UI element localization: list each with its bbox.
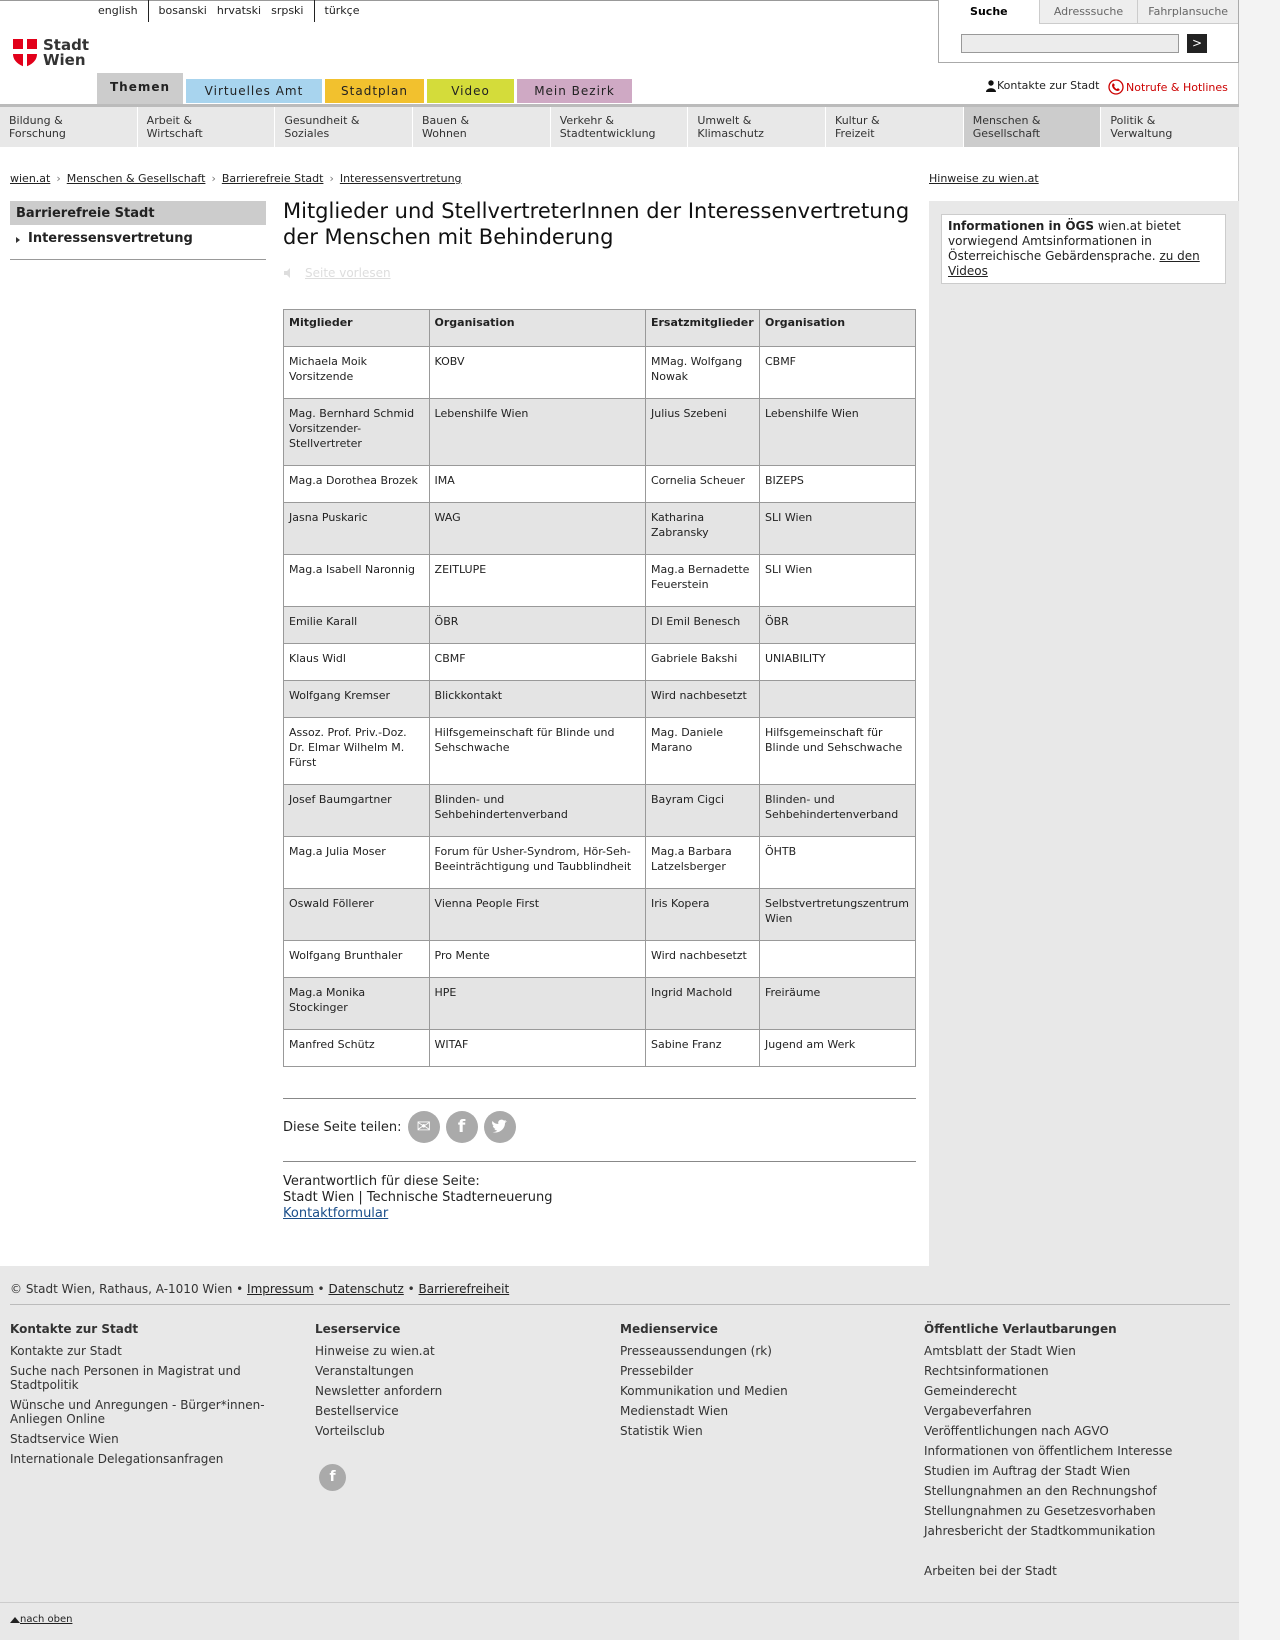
chevron-right-icon: › bbox=[329, 172, 334, 185]
table-cell: Josef Baumgartner bbox=[284, 785, 430, 837]
table-cell: HPE bbox=[429, 978, 645, 1030]
tab-stadtplan[interactable]: Stadtplan bbox=[325, 79, 424, 103]
table-row bbox=[284, 347, 916, 399]
theme-line2: Freizeit bbox=[835, 127, 875, 140]
table-cell: Bayram Cigci bbox=[645, 785, 759, 837]
ogs-info-text: wien.at bietet vorwiegend Amtsinformationen in Österreichische Gebärdensprache. bbox=[948, 219, 1181, 263]
lang-tuerkce[interactable]: türkçe bbox=[314, 0, 370, 22]
contact-form-link[interactable]: Kontaktformular bbox=[283, 1206, 389, 1221]
section-nav bbox=[10, 201, 266, 260]
table-row bbox=[284, 503, 916, 555]
ogs-videos-link[interactable]: zu den Videos bbox=[948, 249, 1200, 278]
table-cell: Iris Kopera bbox=[645, 889, 759, 941]
footer-link[interactable]: Veranstaltungen bbox=[315, 1364, 414, 1378]
breadcrumb bbox=[10, 172, 468, 185]
logo-line1: Stadt bbox=[43, 36, 90, 54]
table-row bbox=[284, 785, 916, 837]
table-cell: ZEITLUPE bbox=[429, 555, 645, 607]
footer-link[interactable]: Gemeinderecht bbox=[924, 1384, 1017, 1398]
table-row bbox=[284, 399, 916, 466]
phone-icon bbox=[1108, 79, 1124, 95]
table-cell: UNIABILITY bbox=[759, 644, 915, 681]
footer-col-title: Öffentliche Verlautbarungen bbox=[924, 1322, 1117, 1336]
table-row bbox=[284, 466, 916, 503]
table-cell: SLI Wien bbox=[759, 503, 915, 555]
section-nav-divider bbox=[10, 259, 266, 260]
table-cell: Wolfgang Brunthaler bbox=[284, 941, 430, 978]
table-cell: ÖBR bbox=[429, 607, 645, 644]
table-cell: Sabine Franz bbox=[645, 1030, 759, 1067]
footer-link[interactable]: Studien im Auftrag der Stadt Wien bbox=[924, 1464, 1131, 1478]
back-to-top-link[interactable] bbox=[10, 1614, 72, 1625]
table-cell: Vienna People First bbox=[429, 889, 645, 941]
emergency-label: Notrufe & Hotlines bbox=[1126, 80, 1228, 94]
table-cell: Blinden- und Sehbehindertenverband bbox=[429, 785, 645, 837]
footer-col-title: Leserservice bbox=[315, 1322, 401, 1336]
table-cell: Jasna Puskaric bbox=[284, 503, 430, 555]
back-to-top-label: nach oben bbox=[20, 1614, 73, 1625]
table-cell: Mag.a Bernadette Feuerstein bbox=[645, 555, 759, 607]
footer-link[interactable]: Wünsche und Anregungen - Bürger*innen-Anliegen Online bbox=[10, 1398, 265, 1426]
table-cell: CBMF bbox=[759, 347, 915, 399]
table-cell: Lebenshilfe Wien bbox=[429, 399, 645, 466]
footer-link[interactable]: Pressebilder bbox=[620, 1364, 694, 1378]
footer-col-title: Kontakte zur Stadt bbox=[10, 1322, 139, 1336]
table-cell: Wird nachbesetzt bbox=[645, 941, 759, 978]
emergency-link[interactable] bbox=[1108, 79, 1228, 95]
table-row bbox=[284, 718, 916, 785]
theme-line1: Politik & bbox=[1110, 114, 1156, 127]
facebook-share-icon[interactable]: f bbox=[446, 1111, 478, 1143]
table-row bbox=[284, 607, 916, 644]
section-nav-heading[interactable]: Barrierefreie Stadt bbox=[10, 201, 266, 225]
table-cell: Michaela Moik Vorsitzende bbox=[284, 347, 430, 399]
table-cell: IMA bbox=[429, 466, 645, 503]
theme-bar bbox=[0, 107, 1239, 147]
impressum-link[interactable]: Impressum bbox=[247, 1282, 314, 1296]
divider bbox=[283, 1098, 916, 1099]
theme-line1: Kultur & bbox=[835, 114, 880, 127]
footer-link[interactable]: Stellungnahmen an den Rechnungshof bbox=[924, 1484, 1157, 1498]
table-cell: WAG bbox=[429, 503, 645, 555]
theme-gesundheit[interactable] bbox=[275, 107, 413, 147]
table-cell: Wolfgang Kremser bbox=[284, 681, 430, 718]
theme-line2: Forschung bbox=[9, 127, 66, 140]
col-header-ersatzmitglieder: Ersatzmitglieder bbox=[645, 310, 759, 347]
tab-adresssuche[interactable]: Adresssuche bbox=[1039, 0, 1138, 24]
table-cell bbox=[759, 941, 915, 978]
theme-line2: Wohnen bbox=[422, 127, 467, 140]
col-header-organisation: Organisation bbox=[429, 310, 645, 347]
hints-link[interactable]: Hinweise zu wien.at bbox=[929, 172, 1039, 185]
table-cell: Julius Szebeni bbox=[645, 399, 759, 466]
theme-menschen[interactable] bbox=[964, 107, 1102, 147]
footer-link[interactable]: Veröffentlichungen nach AGVO bbox=[924, 1424, 1109, 1438]
barrierefreiheit-link[interactable]: Barrierefreiheit bbox=[418, 1282, 510, 1296]
theme-line2: Stadtentwicklung bbox=[559, 127, 656, 140]
search-box bbox=[938, 0, 1239, 63]
table-cell: Pro Mente bbox=[429, 941, 645, 978]
copyright-text: © Stadt Wien, Rathaus, A-1010 Wien • bbox=[10, 1282, 244, 1296]
breadcrumb-barrierefreie-stadt[interactable]: Barrierefreie Stadt bbox=[221, 172, 324, 185]
col-header-mitglieder: Mitglieder bbox=[284, 310, 430, 347]
table-cell: Blinden- und Sehbehindertenverband bbox=[759, 785, 915, 837]
theme-line2: Gesellschaft bbox=[972, 127, 1041, 140]
main-nav-tabs bbox=[97, 73, 635, 105]
footer-link[interactable]: Presseaussendungen (rk) bbox=[620, 1344, 772, 1358]
page-title: Mitglieder und StellvertreterInnen der Interessenvertretung der Menschen mit Behinderung bbox=[283, 199, 910, 249]
share-bar bbox=[283, 1111, 516, 1143]
search-tabs bbox=[939, 0, 1238, 24]
footer-link[interactable]: Rechtsinformationen bbox=[924, 1364, 1049, 1378]
theme-line2: Klimaschutz bbox=[697, 127, 764, 140]
table-cell: Mag. Bernhard Schmid Vorsitzender-Stellvertreter bbox=[284, 399, 430, 466]
tab-themen[interactable]: Themen bbox=[97, 73, 183, 105]
responsible-heading: Verantwortlich für diese Seite: bbox=[283, 1174, 480, 1189]
footer-link[interactable]: Kommunikation und Medien bbox=[620, 1384, 788, 1398]
footer-link[interactable]: Arbeiten bei der Stadt bbox=[924, 1564, 1057, 1578]
theme-line1: Arbeit & bbox=[146, 114, 192, 127]
section-nav-item-interessensvertretung[interactable]: Interessensvertretung bbox=[10, 225, 266, 255]
theme-bauen[interactable] bbox=[413, 107, 551, 147]
table-cell: Wird nachbesetzt bbox=[645, 681, 759, 718]
divider bbox=[283, 1161, 916, 1162]
footer-link[interactable]: Informationen von öffentlichem Interesse bbox=[924, 1444, 1173, 1458]
breadcrumb-menschen[interactable]: Menschen & Gesellschaft bbox=[66, 172, 206, 185]
table-cell: MMag. Wolfgang Nowak bbox=[645, 347, 759, 399]
table-cell: Mag.a Barbara Latzelsberger bbox=[645, 837, 759, 889]
table-cell: Mag.a Monika Stockinger bbox=[284, 978, 430, 1030]
lang-srpski[interactable]: srpski bbox=[271, 4, 304, 17]
footer-link[interactable]: Suche nach Personen in Magistrat und Stadtpolitik bbox=[10, 1364, 241, 1392]
breadcrumb-wien-at[interactable]: wien.at bbox=[10, 172, 51, 185]
footer-spacer bbox=[924, 1544, 1214, 1558]
language-bar bbox=[88, 0, 370, 22]
search-submit-button[interactable]: > bbox=[1187, 34, 1207, 53]
table-cell: Mag.a Dorothea Brozek bbox=[284, 466, 430, 503]
table-row bbox=[284, 681, 916, 718]
table-cell: Cornelia Scheuer bbox=[645, 466, 759, 503]
table-cell: Gabriele Bakshi bbox=[645, 644, 759, 681]
table-row bbox=[284, 889, 916, 941]
table-cell: Mag.a Julia Moser bbox=[284, 837, 430, 889]
table-header-row bbox=[284, 310, 916, 347]
table-cell: Freiräume bbox=[759, 978, 915, 1030]
footer-link[interactable]: Internationale Delegationsanfragen bbox=[10, 1452, 224, 1466]
table-cell: SLI Wien bbox=[759, 555, 915, 607]
responsible-block bbox=[283, 1174, 552, 1222]
footer-link[interactable]: Kontakte zur Stadt bbox=[10, 1344, 122, 1358]
table-cell: WITAF bbox=[429, 1030, 645, 1067]
footer-link[interactable]: Amtsblatt der Stadt Wien bbox=[924, 1344, 1076, 1358]
theme-bildung[interactable] bbox=[0, 107, 138, 147]
table-cell: Hilfsgemeinschaft für Blinde und Sehschwache bbox=[429, 718, 645, 785]
table-row bbox=[284, 1030, 916, 1067]
table-cell: Assoz. Prof. Priv.-Doz. Dr. Elmar Wilhelm M. Fürst bbox=[284, 718, 430, 785]
ogs-info-heading: Informationen in ÖGS bbox=[948, 219, 1095, 233]
table-cell: Blickkontakt bbox=[429, 681, 645, 718]
person-icon bbox=[985, 80, 997, 92]
footer-link[interactable]: Vergabeverfahren bbox=[924, 1404, 1032, 1418]
lang-hrvatski[interactable]: hrvatski bbox=[216, 4, 262, 17]
footer bbox=[0, 1266, 1239, 1640]
table-row bbox=[284, 644, 916, 681]
theme-line1: Verkehr & bbox=[559, 114, 614, 127]
theme-line1: Menschen & bbox=[972, 114, 1041, 127]
datenschutz-link[interactable]: Datenschutz bbox=[328, 1282, 404, 1296]
speaker-icon bbox=[283, 267, 295, 279]
table-cell: KOBV bbox=[429, 347, 645, 399]
footer-col-leserservice bbox=[315, 1322, 605, 1444]
theme-politik[interactable] bbox=[1101, 107, 1239, 147]
col-header-organisation-2: Organisation bbox=[759, 310, 915, 347]
footer-link[interactable]: Statistik Wien bbox=[620, 1424, 703, 1438]
share-label: Diese Seite teilen: bbox=[283, 1119, 402, 1135]
theme-line2: Verwaltung bbox=[1110, 127, 1173, 140]
stadt-wien-logo[interactable] bbox=[12, 38, 89, 68]
triangle-up-icon bbox=[10, 1616, 20, 1624]
lang-bosanski[interactable]: bosanski bbox=[148, 0, 217, 22]
table-cell: CBMF bbox=[429, 644, 645, 681]
table-row bbox=[284, 941, 916, 978]
table-cell: DI Emil Benesch bbox=[645, 607, 759, 644]
table-cell: BIZEPS bbox=[759, 466, 915, 503]
members-table bbox=[283, 309, 916, 1067]
table-cell: Katharina Zabransky bbox=[645, 503, 759, 555]
footer-link[interactable]: Stadtservice Wien bbox=[10, 1432, 119, 1446]
responsible-department: Stadt Wien | Technische Stadterneuerung bbox=[283, 1190, 553, 1205]
table-cell: ÖHTB bbox=[759, 837, 915, 889]
theme-line1: Umwelt & bbox=[697, 114, 752, 127]
breadcrumb-current[interactable]: Interessensvertretung bbox=[339, 172, 462, 185]
footer-link[interactable]: Jahresbericht der Stadtkommunikation bbox=[924, 1524, 1156, 1538]
lang-english[interactable]: english bbox=[98, 4, 138, 17]
theme-line2: Wirtschaft bbox=[146, 127, 203, 140]
chevron-right-icon: › bbox=[211, 172, 216, 185]
tab-mein-bezirk[interactable]: Mein Bezirk bbox=[517, 79, 632, 103]
table-row bbox=[284, 555, 916, 607]
contacts-link[interactable] bbox=[985, 79, 1099, 92]
footer-col-medienservice bbox=[620, 1322, 910, 1444]
table-cell: Emilie Karall bbox=[284, 607, 430, 644]
logo-text bbox=[43, 38, 89, 68]
table-cell: Selbstvertretungszentrum Wien bbox=[759, 889, 915, 941]
tab-virtuelles-amt[interactable]: Virtuelles Amt bbox=[186, 79, 322, 103]
table-cell bbox=[759, 681, 915, 718]
theme-arbeit[interactable] bbox=[138, 107, 276, 147]
table-cell: Forum für Usher-Syndrom, Hör-Seh-Beeinträchtigung und Taubblindheit bbox=[429, 837, 645, 889]
table-cell: Manfred Schütz bbox=[284, 1030, 430, 1067]
theme-line1: Gesundheit & bbox=[284, 114, 360, 127]
contacts-label: Kontakte zur Stadt bbox=[997, 79, 1100, 92]
footer-link[interactable]: Newsletter anfordern bbox=[315, 1384, 443, 1398]
table-row bbox=[284, 837, 916, 889]
table-cell: Mag.a Isabell Naronnig bbox=[284, 555, 430, 607]
footer-col-verlautbarungen bbox=[924, 1322, 1214, 1584]
table-cell: Oswald Föllerer bbox=[284, 889, 430, 941]
table-cell: Mag. Daniele Marano bbox=[645, 718, 759, 785]
footer-col-kontakte bbox=[10, 1322, 300, 1472]
table-cell: Jugend am Werk bbox=[759, 1030, 915, 1067]
facebook-icon[interactable]: f bbox=[319, 1464, 346, 1491]
footer-divider bbox=[10, 1304, 1230, 1305]
theme-umwelt[interactable] bbox=[688, 107, 826, 147]
footer-link[interactable]: Stellungnahmen zu Gesetzesvorhaben bbox=[924, 1504, 1156, 1518]
read-aloud-link[interactable] bbox=[283, 266, 391, 280]
table-cell: Ingrid Machold bbox=[645, 978, 759, 1030]
chevron-right-icon: › bbox=[56, 172, 61, 185]
table-cell: Lebenshilfe Wien bbox=[759, 399, 915, 466]
footer-link[interactable]: Bestellservice bbox=[315, 1404, 399, 1418]
tab-video[interactable]: Video bbox=[427, 79, 514, 103]
read-aloud-label: Seite vorlesen bbox=[305, 266, 391, 280]
twitter-share-icon[interactable] bbox=[484, 1111, 516, 1143]
tab-suche[interactable]: Suche bbox=[939, 0, 1039, 24]
table-cell: Klaus Widl bbox=[284, 644, 430, 681]
table-row bbox=[284, 978, 916, 1030]
theme-line2: Soziales bbox=[284, 127, 330, 140]
footer-link[interactable]: Hinweise zu wien.at bbox=[315, 1344, 435, 1358]
footer-col-title: Medienservice bbox=[620, 1322, 718, 1336]
shield-icon bbox=[12, 38, 38, 68]
theme-line1: Bildung & bbox=[9, 114, 63, 127]
footer-link[interactable]: Medienstadt Wien bbox=[620, 1404, 729, 1418]
ogs-info-box bbox=[941, 214, 1226, 284]
tab-fahrplansuche[interactable]: Fahrplansuche bbox=[1137, 0, 1238, 24]
table-cell: ÖBR bbox=[759, 607, 915, 644]
copyright-line: © Stadt Wien, Rathaus, A-1010 Wien • Impressum • Datenschutz • Barrierefreiheit bbox=[10, 1282, 510, 1296]
theme-kultur[interactable] bbox=[826, 107, 964, 147]
email-share-icon[interactable]: ✉ bbox=[408, 1111, 440, 1143]
footer-divider bbox=[0, 1602, 1239, 1603]
theme-line1: Bauen & bbox=[422, 114, 470, 127]
theme-verkehr[interactable] bbox=[551, 107, 689, 147]
logo-line2: Wien bbox=[43, 51, 86, 69]
footer-link[interactable]: Vorteilsclub bbox=[315, 1424, 385, 1438]
search-input[interactable] bbox=[961, 34, 1179, 53]
table-cell: Hilfsgemeinschaft für Blinde und Sehschwache bbox=[759, 718, 915, 785]
right-sidebar bbox=[929, 201, 1239, 1266]
